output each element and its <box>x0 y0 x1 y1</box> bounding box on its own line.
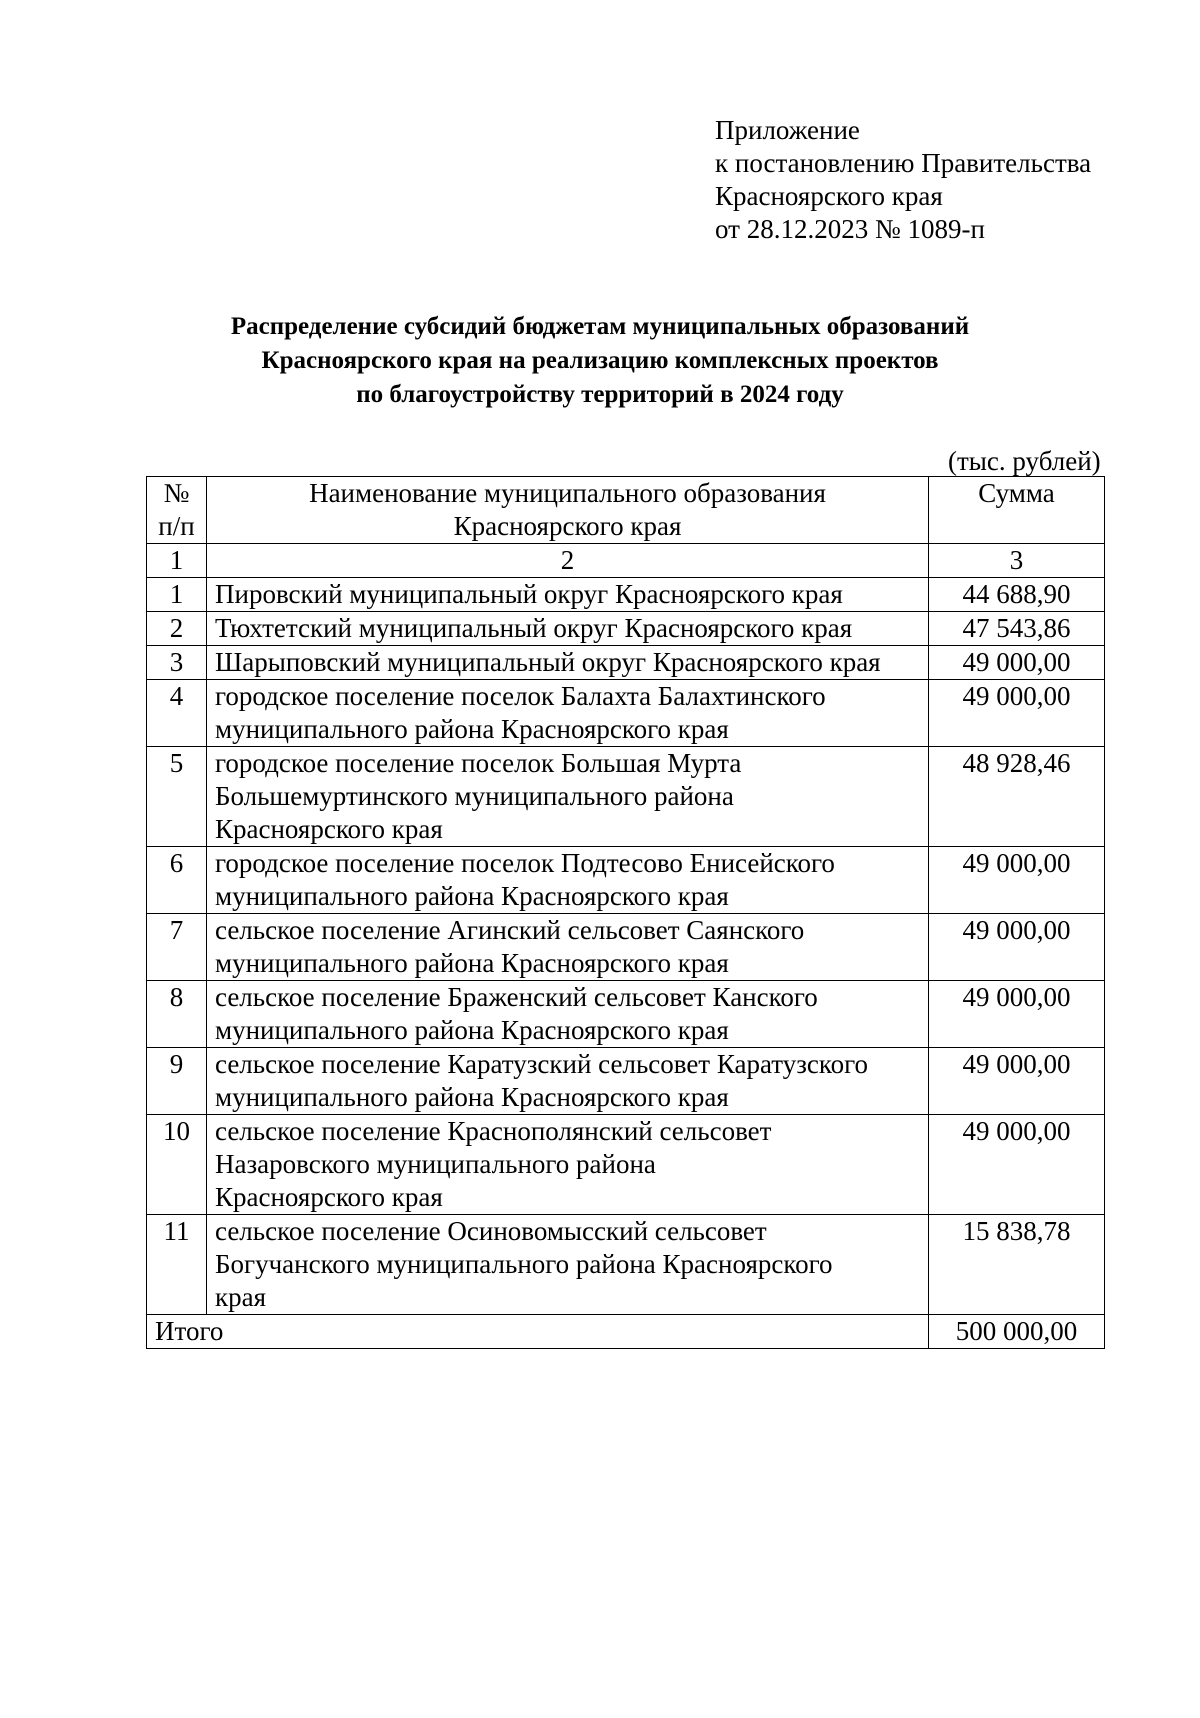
row-sum-cell: 49 000,00 <box>929 1115 1105 1215</box>
row-name-cell <box>207 747 929 847</box>
row-sum-cell: 47 543,86 <box>929 612 1105 646</box>
column-number-cell: 3 <box>929 544 1105 578</box>
row-name-line: городское поселение поселок Большая Мурта <box>215 748 742 778</box>
row-number-cell: 10 <box>147 1115 207 1215</box>
appendix-line: Приложение <box>715 115 860 145</box>
column-numbers-row <box>147 544 1105 578</box>
row-name-line: края <box>215 1282 267 1312</box>
row-sum-cell: 49 000,00 <box>929 847 1105 914</box>
row-name-line: Назаровского муниципального района <box>215 1149 656 1179</box>
row-name-line: муниципального района Красноярского края <box>215 1082 729 1112</box>
row-number-cell: 6 <box>147 847 207 914</box>
appendix-block <box>715 114 1091 246</box>
column-number-cell: 2 <box>207 544 929 578</box>
row-name-cell <box>207 1115 929 1215</box>
header-name-line: Наименование муниципального образования <box>309 478 826 508</box>
row-name-line: городское поселение поселок Подтесово Енисейского <box>215 848 835 878</box>
row-name-cell <box>207 612 929 646</box>
row-number-cell: 7 <box>147 914 207 981</box>
total-row <box>147 1315 1105 1349</box>
header-name-cell <box>207 477 929 544</box>
row-number-cell: 3 <box>147 646 207 680</box>
units-label: (тыс. рублей) <box>948 446 1101 476</box>
appendix-line: к постановлению Правительства <box>715 148 1092 178</box>
table-row <box>147 1215 1105 1315</box>
table-row <box>147 612 1105 646</box>
row-name-line: муниципального района Красноярского края <box>215 881 729 911</box>
row-name-cell <box>207 680 929 747</box>
table-row <box>147 1048 1105 1115</box>
title-line: Красноярского края на реализацию комплексных проектов <box>261 347 939 374</box>
table-row <box>147 847 1105 914</box>
row-name-line: Богучанского муниципального района Красноярского <box>215 1249 833 1279</box>
row-name-line: муниципального района Красноярского края <box>215 948 729 978</box>
row-number-cell: 9 <box>147 1048 207 1115</box>
total-label: Итого <box>147 1315 929 1349</box>
table-row <box>147 747 1105 847</box>
row-name-line: Красноярского края <box>215 1182 443 1212</box>
row-name-cell <box>207 578 929 612</box>
row-sum-cell: 48 928,46 <box>929 747 1105 847</box>
row-name-line: Красноярского края <box>215 814 443 844</box>
row-name-line: муниципального района Красноярского края <box>215 1015 729 1045</box>
header-number-line: № <box>163 478 190 508</box>
row-number-cell: 2 <box>147 612 207 646</box>
row-name-cell <box>207 646 929 680</box>
title-line: Распределение субсидий бюджетам муниципальных образований <box>230 313 970 340</box>
row-name-cell <box>207 1215 929 1315</box>
title-line: по благоустройству территорий в 2024 году <box>356 381 844 408</box>
row-sum-cell: 49 000,00 <box>929 914 1105 981</box>
appendix-line: от 28.12.2023 № 1089-п <box>715 214 985 244</box>
table-row <box>147 1115 1105 1215</box>
total-sum: 500 000,00 <box>929 1315 1105 1349</box>
header-sum-cell: Сумма <box>929 477 1105 544</box>
table-row <box>147 981 1105 1048</box>
row-sum-cell: 49 000,00 <box>929 646 1105 680</box>
table-header-row <box>147 477 1105 544</box>
row-sum-cell: 49 000,00 <box>929 680 1105 747</box>
row-name-line: сельское поселение Осиновомысский сельсовет <box>215 1216 767 1246</box>
row-number-cell: 4 <box>147 680 207 747</box>
row-name-cell <box>207 981 929 1048</box>
row-name-line: Тюхтетский муниципальный округ Красноярского края <box>215 613 853 643</box>
header-number-line: п/п <box>158 511 195 541</box>
table-row <box>147 578 1105 612</box>
header-number-cell <box>147 477 207 544</box>
row-name-line: сельское поселение Каратузский сельсовет Каратузского <box>215 1049 869 1079</box>
row-name-line: сельское поселение Краснополянский сельсовет <box>215 1116 772 1146</box>
table-row <box>147 680 1105 747</box>
row-number-cell: 1 <box>147 578 207 612</box>
row-sum-cell: 15 838,78 <box>929 1215 1105 1315</box>
row-number-cell: 11 <box>147 1215 207 1315</box>
row-sum-cell: 49 000,00 <box>929 1048 1105 1115</box>
table-body <box>147 477 1105 1349</box>
appendix-line: Красноярского края <box>715 181 943 211</box>
row-name-cell <box>207 1048 929 1115</box>
table-row <box>147 914 1105 981</box>
row-name-line: сельское поселение Браженский сельсовет Канского <box>215 982 818 1012</box>
header-name-line: Красноярского края <box>453 511 682 541</box>
row-name-cell <box>207 847 929 914</box>
document-title <box>0 310 1200 412</box>
row-number-cell: 8 <box>147 981 207 1048</box>
row-sum-cell: 44 688,90 <box>929 578 1105 612</box>
row-sum-cell: 49 000,00 <box>929 981 1105 1048</box>
row-name-line: сельское поселение Агинский сельсовет Саянского <box>215 915 805 945</box>
row-name-line: городское поселение поселок Балахта Балахтинского <box>215 681 826 711</box>
row-name-line: муниципального района Красноярского края <box>215 714 729 744</box>
row-name-cell <box>207 914 929 981</box>
row-name-line: Шарыповский муниципальный округ Красноярского края <box>215 647 881 677</box>
table-row <box>147 646 1105 680</box>
row-number-cell: 5 <box>147 747 207 847</box>
row-name-line: Пировский муниципальный округ Красноярского края <box>215 579 843 609</box>
subsidies-table <box>146 476 1105 1349</box>
row-name-line: Большемуртинского муниципального района <box>215 781 734 811</box>
column-number-cell: 1 <box>147 544 207 578</box>
